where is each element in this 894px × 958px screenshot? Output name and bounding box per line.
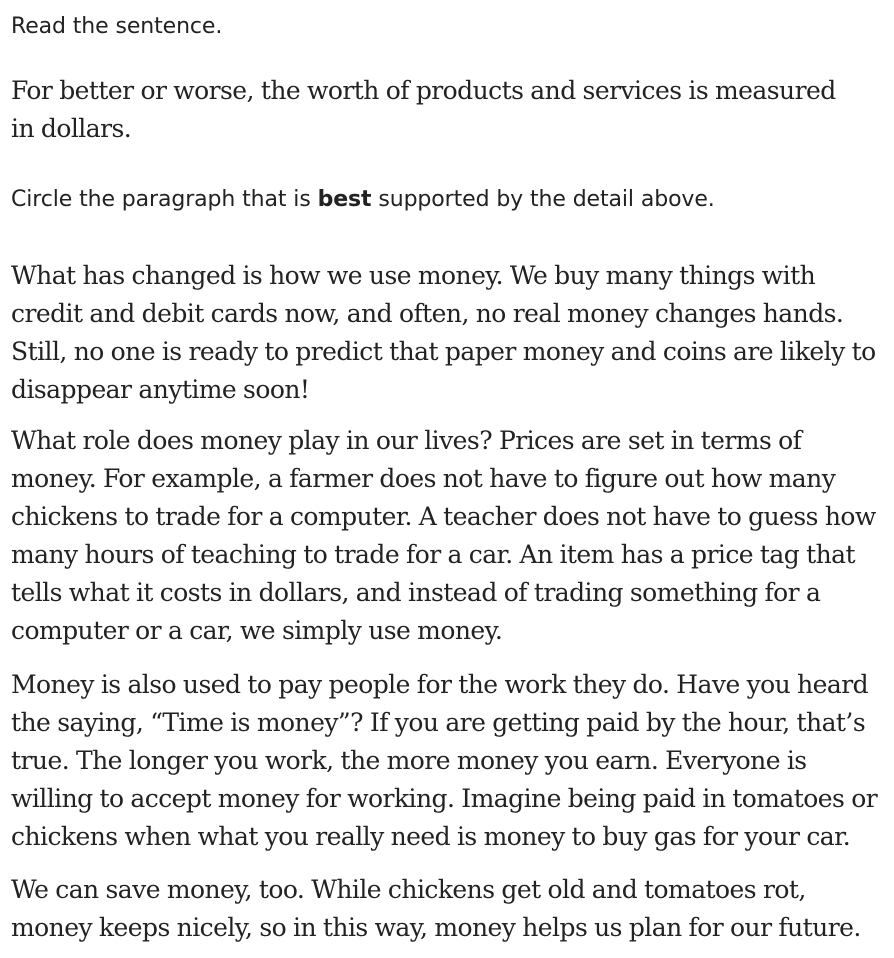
answer-paragraph-4[interactable]: We can save money, too. While chickens get old and tomatoes rot, money keeps nicely, so in this way, money helps us plan for our future. — [11, 875, 861, 942]
read-instruction: Read the sentence. — [11, 14, 223, 39]
detail-sentence: For better or worse, the worth of products and services is measured in dollars. — [11, 76, 836, 143]
answer-paragraph-3[interactable]: Money is also used to pay people for the work they do. Have you heard the saying, “Time is money”? If you are getting paid by the hour, that’s true. The longer you work, the more money you earn. Everyone is willing to accept money for working. Imagine being paid in tomatoes or chickens when what you really need is money to buy gas for your car. — [11, 670, 878, 851]
circle-instruction — [11, 185, 715, 215]
circle-instruction-emphasis: best — [317, 187, 372, 212]
answer-paragraph-2[interactable]: What role does money play in our lives? Prices are set in terms of money. For example, a farmer does not have to figure out how many chickens to trade for a computer. A teacher does not have to guess how many hours of teaching to trade for a car. An item has a price tag that tells what it costs in dollars, and instead of trading something for a computer or a car, we simply use money. — [11, 426, 876, 645]
answer-paragraph-1[interactable]: What has changed is how we use money. We buy many things with credit and debit cards now, and often, no real money changes hands. Still, no one is ready to predict that paper money and coins are likely to disappear anytime soon! — [11, 261, 876, 404]
circle-instruction-text-before: Circle the paragraph that is — [11, 187, 318, 212]
circle-instruction-text-after: supported by the detail above. — [371, 187, 715, 212]
